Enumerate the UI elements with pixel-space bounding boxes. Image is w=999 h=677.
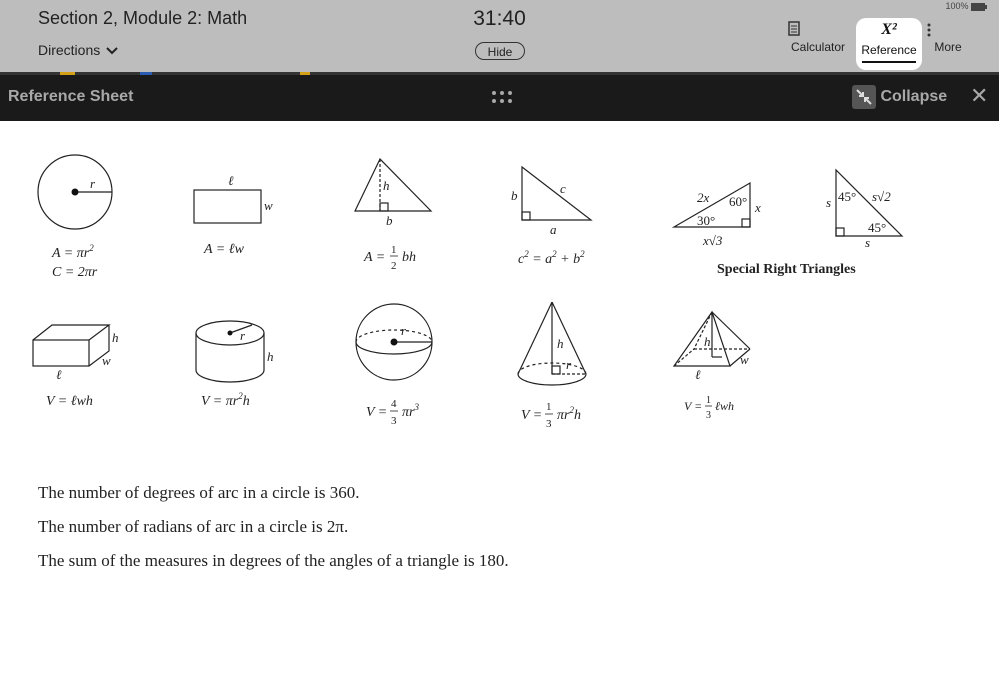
calculator-label: Calculator — [790, 40, 846, 54]
svg-text:ℓ: ℓ — [228, 173, 234, 188]
rectangular-prism-figure — [33, 325, 109, 366]
more-button[interactable] — [926, 18, 970, 54]
chevron-down-icon — [106, 46, 118, 56]
svg-text:s√2: s√2 — [872, 189, 891, 204]
svg-text:45°: 45° — [838, 189, 857, 204]
triangle-figure — [355, 159, 431, 211]
svg-text:1: 1 — [546, 401, 552, 413]
calculator-button[interactable] — [788, 18, 848, 54]
section-title: Section 2, Module 2: Math — [38, 8, 248, 28]
svg-text:V = πr2h: $V = \pi r^2h$ — [201, 391, 250, 409]
svg-text:c2 = a2 + b2: $c^2 = a^2 + b^2$ — [518, 249, 585, 267]
formula-figures — [0, 121, 999, 451]
svg-text:πr2h: $\pi r^2h$ — [557, 405, 581, 423]
cylinder-figure — [196, 321, 264, 382]
svg-text:r: r — [90, 176, 96, 191]
svg-text:x√3: x√3 — [703, 233, 723, 248]
svg-text:1: 1 — [706, 395, 711, 406]
svg-text:r: r — [401, 323, 407, 338]
calculator-icon — [788, 18, 800, 40]
cone-figure — [518, 302, 586, 385]
rectangle-figure — [194, 190, 261, 223]
svg-text:b: b — [386, 213, 393, 228]
svg-text:V =: V = — [684, 399, 703, 413]
timer: 31:40 — [473, 7, 526, 30]
reference-label: Reference — [861, 43, 917, 57]
hide-timer-button[interactable]: Hide — [475, 42, 525, 60]
drag-handle-icon[interactable] — [490, 88, 514, 108]
directions-dropdown[interactable] — [38, 42, 118, 58]
top-toolbar — [0, 0, 999, 75]
svg-text:h: h — [112, 330, 119, 345]
svg-text:h: h — [267, 349, 274, 364]
svg-text:45°: 45° — [868, 220, 887, 235]
svg-text:A =: A = — [364, 250, 386, 265]
svg-text:a: a — [550, 222, 557, 237]
svg-text:2: 2 — [391, 260, 397, 272]
svg-text:ℓ: ℓ — [56, 367, 62, 382]
fact-triangle-sum: The sum of the measures in degrees of the angles of a triangle is 180. — [38, 551, 509, 570]
more-label: More — [934, 40, 962, 54]
more-vertical-icon — [926, 18, 932, 40]
reference-sheet-title: Reference Sheet — [8, 88, 134, 105]
svg-text:r: r — [566, 357, 572, 372]
special-right-triangles-label: Special Right Triangles — [717, 262, 856, 277]
fact-radians: The number of radians of arc in a circle is 2π. — [38, 517, 349, 536]
svg-text:3: 3 — [391, 415, 397, 427]
fact-degrees: The number of degrees of arc in a circle is 360. — [38, 483, 360, 502]
svg-text:w: w — [102, 353, 111, 368]
svg-text:3: 3 — [546, 418, 552, 430]
svg-text:bh: bh — [402, 250, 416, 265]
battery-percent: 100% — [945, 1, 969, 11]
svg-text:A = πr2: $A = \pi r^2$ — [52, 243, 94, 261]
svg-text:s: s — [826, 195, 832, 210]
svg-text:c: c — [560, 181, 566, 196]
right-triangle-figure — [522, 167, 591, 220]
reference-sheet — [0, 121, 999, 677]
active-indicator — [862, 61, 916, 63]
pyramid-figure — [674, 312, 750, 366]
reference-button[interactable] — [856, 18, 922, 70]
svg-text:x: x — [755, 200, 761, 215]
svg-text:A = ℓw: A = ℓw — [204, 242, 244, 257]
svg-text:ℓ: ℓ — [695, 367, 701, 382]
svg-text:h: h — [383, 178, 390, 193]
svg-text:b: b — [511, 188, 518, 203]
svg-text:V = ℓwh: V = ℓwh — [46, 394, 93, 409]
svg-text:πr3: $\pi r^3$ — [402, 402, 419, 420]
svg-text:w: w — [264, 198, 273, 213]
svg-text:2x: 2x — [697, 190, 710, 205]
svg-text:60°: 60° — [729, 194, 748, 209]
collapse-button[interactable] — [852, 85, 947, 109]
reference-icon: X² — [881, 21, 897, 38]
svg-text:V =: V = — [521, 408, 543, 423]
svg-text:30°: 30° — [697, 213, 716, 228]
svg-text:1: 1 — [391, 244, 397, 256]
svg-text:V =: V = — [366, 405, 388, 420]
close-icon[interactable]: ✕ — [970, 83, 989, 108]
svg-text:h: h — [557, 336, 564, 351]
collapse-icon — [852, 85, 876, 109]
battery-icon — [971, 3, 987, 11]
svg-text:r: r — [240, 328, 246, 343]
svg-text:w: w — [740, 352, 749, 367]
svg-text:h: h — [704, 334, 711, 349]
directions-label: Directions — [38, 42, 101, 58]
svg-text:C = 2πr: C = 2πr — [52, 265, 98, 280]
svg-text:4: 4 — [391, 398, 397, 410]
svg-text:s: s — [865, 235, 871, 250]
battery-indicator — [945, 1, 987, 11]
collapse-label: Collapse — [880, 88, 948, 106]
svg-text:3: 3 — [706, 410, 711, 421]
svg-text:ℓwh: ℓwh — [715, 399, 735, 413]
reference-sheet-header — [0, 75, 999, 121]
